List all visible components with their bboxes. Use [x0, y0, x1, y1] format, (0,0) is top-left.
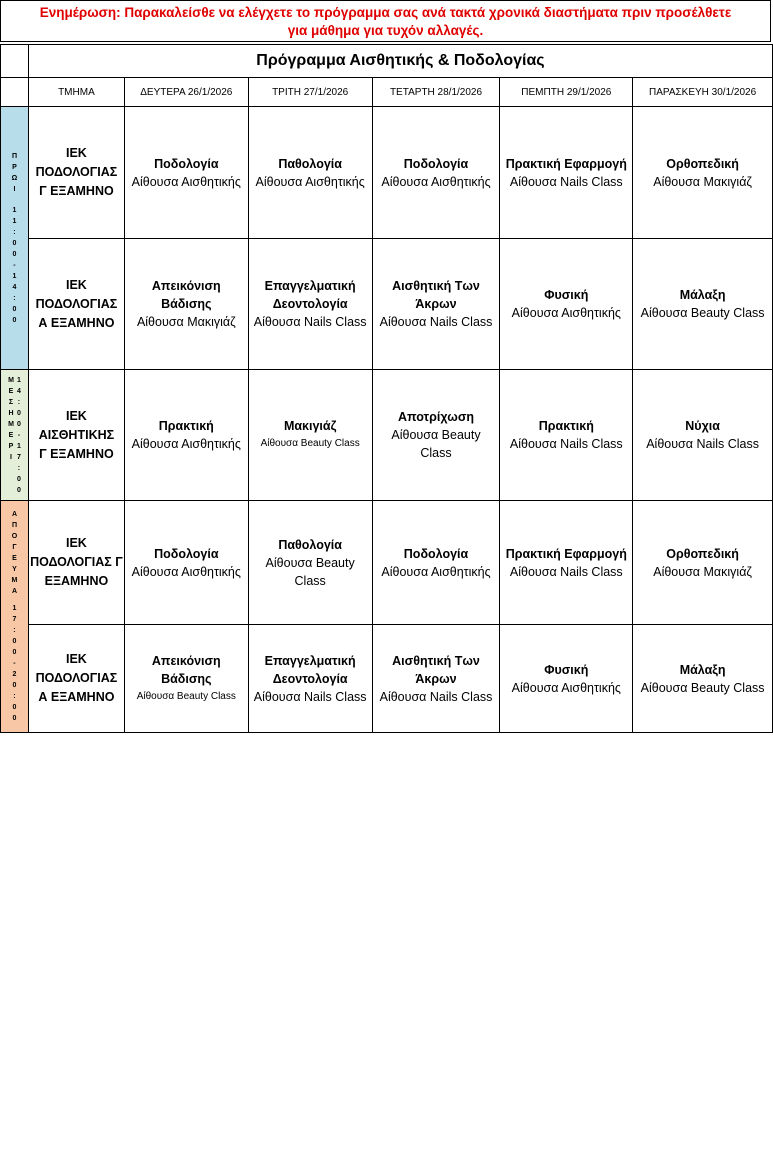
room-name: Αίθουσα Beauty: [391, 428, 481, 442]
room-name: Αίθουσα Μακιγιάζ: [653, 564, 752, 579]
group-line: Γ ΕΞΑΜΗΝΟ: [39, 184, 114, 198]
room-name: Αίθουσα Nails Class: [509, 437, 623, 451]
subject-name: Βάδισης: [161, 671, 212, 686]
group-line: ΙΕΚ: [65, 408, 87, 423]
subject-name: Μάλαξη: [679, 288, 726, 302]
class-cell: [248, 107, 372, 239]
class-cell: [372, 501, 500, 625]
corner-cell: [1, 45, 29, 78]
update-notice: [0, 0, 771, 42]
notice-line-1: Ενημέρωση: Παρακαλείσθε να ελέγχετε το πρόγραμμα σας ανά τακτά χρονικά διαστήματα πριν προσέλθετε: [39, 5, 732, 20]
room-name: Αίθουσα Nails Class: [379, 689, 493, 704]
subject-name: Ορθοπεδική: [666, 156, 739, 171]
class-cell: [372, 107, 500, 239]
subject-name: Ορθοπεδική: [666, 546, 739, 561]
class-cell: [124, 370, 248, 501]
class-cell: [124, 501, 248, 625]
class-cell: [500, 107, 633, 239]
room-name: Αίθουσα Αισθητικής: [381, 564, 491, 579]
subject-name: Ποδολογία: [154, 546, 219, 561]
subject-name: Παθολογία: [278, 537, 342, 552]
subject-name: Άκρων: [415, 671, 457, 686]
class-cell: [500, 370, 633, 501]
room-name: Αίθουσα Αισθητικής: [131, 564, 241, 579]
room-name: Αίθουσα Αισθητικής: [255, 174, 365, 189]
room-name: Αίθουσα Nails Class: [379, 315, 493, 329]
room-name: Αίθουσα Αισθητικής: [511, 306, 621, 320]
class-cell: [248, 239, 372, 370]
room-name: Αίθουσα Αισθητικής: [511, 680, 621, 695]
room-name: Αίθουσα Beauty: [265, 555, 355, 570]
period-noon-word: Μ Ε Σ Η Μ Ε Ρ Ι: [8, 376, 14, 461]
room-name: Αίθουσα Nails Class: [253, 689, 367, 704]
header-thursday: ΠΕΜΠΤΗ 29/1/2026: [500, 78, 633, 107]
subject-name: Νύχια: [685, 419, 720, 433]
class-cell: [372, 625, 500, 733]
class-cell: [633, 239, 773, 370]
schedule-table: [0, 44, 773, 733]
room-name: Αίθουσα Nails Class: [646, 437, 759, 451]
group-line: ΙΕΚ: [65, 146, 87, 160]
room-name: Class: [420, 446, 452, 460]
room-name: Αίθουσα Nails Class: [509, 564, 623, 579]
period-noon: [1, 370, 29, 501]
subject-name: Μάλαξη: [679, 662, 726, 677]
class-cell: [633, 107, 773, 239]
class-cell: [124, 239, 248, 370]
subject-name: Απεικόνιση: [151, 279, 221, 293]
period-evening-word: Α Π Ο Γ Ε Υ Μ Α: [11, 511, 18, 595]
subject-name: Επαγγελματική: [264, 279, 356, 293]
class-cell: [124, 625, 248, 733]
room-name: Αίθουσα Αισθητικής: [131, 437, 241, 451]
room-name: Αίθουσα Beauty Class: [640, 306, 765, 320]
subject-name: Ποδολογία: [154, 156, 219, 171]
table-row: [1, 625, 773, 733]
class-cell: [633, 501, 773, 625]
group-line: Α ΕΞΑΜΗΝΟ: [38, 315, 115, 330]
group-cell: [28, 107, 124, 239]
subject-name: Αισθητική Των: [392, 279, 480, 293]
room-name: Αίθουσα Μακιγιάζ: [653, 174, 752, 189]
subject-name: Ποδολογία: [403, 546, 469, 561]
class-cell: [248, 370, 372, 501]
room-name: Class: [294, 573, 326, 588]
class-cell: [633, 625, 773, 733]
schedule-title: Πρόγραμμα Αισθητικής & Ποδολογίας: [28, 45, 772, 78]
header-group: ΤΜΗΜΑ: [28, 78, 124, 107]
period-evening: [1, 501, 29, 733]
header-wednesday: ΤΕΤΑΡΤΗ 28/1/2026: [372, 78, 500, 107]
header-friday: ΠΑΡΑΣΚΕΥΗ 30/1/2026: [633, 78, 773, 107]
subject-name: Πρακτική: [158, 419, 214, 433]
group-line: ΙΕΚ: [65, 536, 87, 550]
group-line: ΠΟΔΟΛΟΓΙΑΣ: [35, 296, 118, 311]
table-row: [1, 501, 773, 625]
room-name: Αίθουσα Nails Class: [509, 174, 623, 189]
subject-name: Πρακτική: [538, 419, 594, 433]
header-row: [1, 78, 773, 107]
class-cell: [124, 107, 248, 239]
subject-name: Αποτρίχωση: [398, 410, 475, 424]
class-cell: [500, 625, 633, 733]
subject-name: Φυσική: [544, 662, 589, 677]
group-line: Γ ΕΞΑΜΗΝΟ: [39, 446, 114, 461]
title-row: [1, 45, 773, 78]
group-line: ΙΕΚ: [65, 652, 87, 666]
group-cell: [28, 501, 124, 625]
class-cell: [248, 501, 372, 625]
subject-name: Παθολογία: [278, 156, 342, 171]
room-name: Αίθουσα Αισθητικής: [131, 174, 241, 189]
subject-name: Επαγγελματική: [264, 653, 356, 668]
subject-name: Άκρων: [415, 297, 457, 311]
class-cell: [500, 239, 633, 370]
period-morning-time: 1 1 : 0 0 - 1 4 : 0 0: [12, 206, 17, 324]
room-name: Αίθουσα Nails Class: [253, 315, 367, 329]
subject-name: Ποδολογία: [403, 156, 469, 171]
class-cell: [633, 370, 773, 501]
subject-name: Πρακτική Εφαρμογή: [505, 546, 627, 561]
subject-name: Πρακτική Εφαρμογή: [505, 156, 627, 171]
group-cell: [28, 239, 124, 370]
room-name: Αίθουσα Αισθητικής: [381, 174, 491, 189]
notice-line-2: για μάθημα για τυχόν αλλαγές.: [287, 23, 484, 38]
class-cell: [248, 625, 372, 733]
group-cell: [28, 625, 124, 733]
table-row: [1, 239, 773, 370]
group-line: ΙΕΚ: [65, 277, 87, 292]
header-corner: [1, 78, 29, 107]
period-morning-word: Π Ρ Ω Ι: [11, 152, 18, 193]
group-line: ΕΞΑΜΗΝΟ: [44, 574, 109, 588]
subject-name: Απεικόνιση: [151, 653, 221, 668]
period-morning: [1, 107, 29, 370]
group-line: ΠΟΔΟΛΟΓΙΑΣ: [35, 671, 118, 685]
header-tuesday: ΤΡΙΤΗ 27/1/2026: [248, 78, 372, 107]
subject-name: Δεοντολογία: [272, 297, 348, 311]
room-name: Αίθουσα Beauty Class: [640, 680, 765, 695]
header-monday: ΔΕΥΤΕΡΑ 26/1/2026: [124, 78, 248, 107]
class-cell: [372, 370, 500, 501]
table-row: [1, 370, 773, 501]
group-line: ΑΙΣΘΗΤΙΚΗΣ: [38, 427, 115, 442]
subject-name: Δεοντολογία: [272, 671, 348, 686]
table-row: [1, 107, 773, 239]
subject-name: Φυσική: [544, 288, 589, 302]
group-line: Α ΕΞΑΜΗΝΟ: [38, 690, 115, 704]
class-cell: [500, 501, 633, 625]
group-line: ΠΟΔΟΛΟΓΙΑΣ: [35, 165, 118, 179]
class-cell: [372, 239, 500, 370]
period-noon-time: 1 4 : 0 0 - 1 7 : 0 0: [16, 376, 21, 494]
subject-name: Αισθητική Των: [392, 653, 480, 668]
subject-name: Βάδισης: [161, 297, 212, 311]
room-name: Αίθουσα Μακιγιάζ: [136, 315, 236, 329]
group-cell: [28, 370, 124, 501]
subject-name: Μακιγιάζ: [283, 419, 337, 433]
room-name: Αίθουσα Beauty Class: [260, 438, 360, 449]
room-name: Αίθουσα Beauty Class: [136, 690, 236, 702]
period-evening-time: 1 7 : 0 0 - 2 0 : 0 0: [12, 605, 17, 722]
group-line: ΠΟΔΟΛΟΓΙΑΣ Γ: [30, 555, 123, 569]
